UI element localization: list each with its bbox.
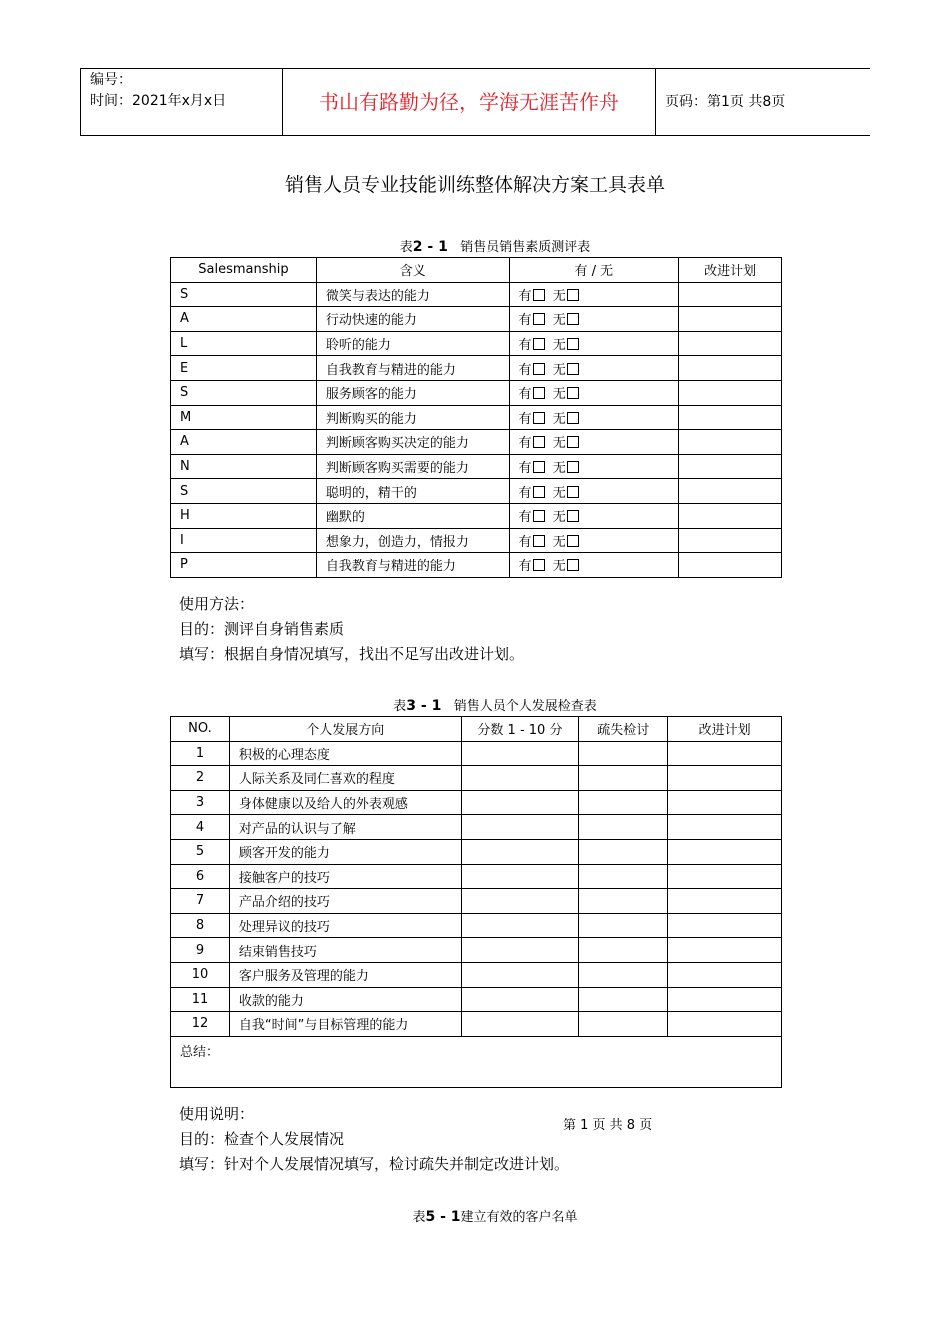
improvement-cell[interactable] [679,553,782,578]
direction-cell: 处理异议的技巧 [229,913,461,938]
direction-cell: 身体健康以及给人的外表观感 [229,790,461,815]
yes-label: 有 [518,313,532,329]
score-cell[interactable] [461,864,579,889]
no-label: 无 [552,436,566,452]
no-cell: 12 [171,1012,230,1037]
score-cell[interactable] [461,790,579,815]
no-cell: 8 [171,913,230,938]
col-header: 分数 1 - 10 分 [461,717,579,742]
meaning-cell: 判断购买的能力 [316,405,509,430]
header-info-cell [81,69,283,135]
review-cell[interactable] [579,913,668,938]
col-header: 疏失检讨 [579,717,668,742]
no-label: 无 [552,461,566,477]
meaning-cell: 想象力，创造力，情报力 [316,528,509,553]
table-row [171,839,782,864]
meaning-cell: 幽默的 [316,503,509,528]
letter-cell: M [171,405,317,430]
yes-checkbox[interactable] [533,387,545,399]
yes-label: 有 [518,411,532,427]
direction-cell: 对产品的认识与了解 [229,815,461,840]
improvement-cell[interactable] [679,528,782,553]
yes-checkbox[interactable] [533,338,545,350]
improvement-cell[interactable] [668,938,782,963]
meaning-cell: 聪明的，精干的 [316,479,509,504]
yes-no-cell [509,356,679,381]
usage1-title: 使用方法： [179,595,255,613]
yes-no-cell [509,430,679,455]
direction-cell: 产品介绍的技巧 [229,889,461,914]
improvement-cell[interactable] [668,987,782,1012]
review-cell[interactable] [579,889,668,914]
meaning-cell: 行动快速的能力 [316,307,509,332]
yes-label: 有 [518,485,532,501]
improvement-cell[interactable] [679,331,782,356]
score-cell[interactable] [461,839,579,864]
improvement-cell[interactable] [668,741,782,766]
usage2-purpose: 目的：检查个人发展情况 [179,1130,345,1148]
no-cell: 2 [171,766,230,791]
improvement-cell[interactable] [679,503,782,528]
col-header: 有 / 无 [509,258,679,283]
meaning-cell: 自我教育与精进的能力 [316,356,509,381]
review-cell[interactable] [579,766,668,791]
letter-cell: P [171,553,317,578]
improvement-cell[interactable] [679,282,782,307]
no-checkbox[interactable] [567,436,579,448]
no-label: 无 [552,362,566,378]
direction-cell: 自我“时间”与目标管理的能力 [229,1012,461,1037]
letter-cell: A [171,430,317,455]
yes-no-cell [509,282,679,307]
no-label: 无 [552,510,566,526]
meaning-cell: 聆听的能力 [316,331,509,356]
yes-no-cell [509,553,679,578]
no-label: 无 [552,313,566,329]
score-cell[interactable] [461,938,579,963]
code-label: 编号： [90,72,132,88]
review-cell[interactable] [579,839,668,864]
improvement-cell[interactable] [668,864,782,889]
table-row [171,503,782,528]
document-title: 销售人员专业技能训练整体解决方案工具表单 [284,174,665,196]
table-header-row [171,258,782,283]
meaning-cell: 自我教育与精进的能力 [316,553,509,578]
table-row [171,741,782,766]
improvement-cell[interactable] [668,815,782,840]
direction-cell: 收款的能力 [229,987,461,1012]
table-row [171,766,782,791]
yes-checkbox[interactable] [533,486,545,498]
review-cell[interactable] [579,987,668,1012]
letter-cell: L [171,331,317,356]
score-cell[interactable] [461,962,579,987]
no-label: 无 [552,559,566,575]
page-footer: 第 1 页 共 8 页 [563,1118,653,1133]
letter-cell: S [171,380,317,405]
table-row [171,962,782,987]
table-row [171,790,782,815]
usage1-purpose: 目的：测评自身销售素质 [179,620,345,638]
usage1-notes [179,592,524,667]
no-checkbox[interactable] [567,412,579,424]
sales-quality-table [170,257,782,578]
table-row [171,889,782,914]
yes-checkbox[interactable] [533,510,545,522]
slogan: 书山有路勤为径，学海无涯苦作舟 [283,69,656,135]
no-cell: 7 [171,889,230,914]
yes-no-cell [509,380,679,405]
no-checkbox[interactable] [567,313,579,325]
yes-no-cell [509,503,679,528]
col-header: 改进计划 [679,258,782,283]
table-row [171,938,782,963]
improvement-cell[interactable] [679,479,782,504]
no-checkbox[interactable] [567,363,579,375]
improvement-cell[interactable] [679,380,782,405]
yes-checkbox[interactable] [533,535,545,547]
no-checkbox[interactable] [567,338,579,350]
score-cell[interactable] [461,741,579,766]
no-label: 无 [552,387,566,403]
col-header: NO. [171,717,230,742]
score-cell[interactable] [461,987,579,1012]
table-header-row [171,717,782,742]
table-row [171,282,782,307]
improvement-cell[interactable] [668,839,782,864]
meaning-cell: 微笑与表达的能力 [316,282,509,307]
no-label: 无 [552,338,566,354]
yes-label: 有 [518,559,532,575]
usage2-title: 使用说明： [179,1105,255,1123]
table-row [171,430,782,455]
no-cell: 10 [171,962,230,987]
meaning-cell: 服务顾客的能力 [316,380,509,405]
yes-label: 有 [518,288,532,304]
no-checkbox[interactable] [567,387,579,399]
no-label: 无 [552,411,566,427]
no-checkbox[interactable] [567,289,579,301]
review-cell[interactable] [579,864,668,889]
usage1-fill: 填写：根据自身情况填写，找出不足写出改进计划。 [179,645,525,663]
yes-checkbox[interactable] [533,313,545,325]
improvement-cell[interactable] [668,962,782,987]
score-cell[interactable] [461,1012,579,1037]
letter-cell: E [171,356,317,381]
table-row [171,913,782,938]
yes-no-cell [509,528,679,553]
yes-no-cell [509,479,679,504]
time-label: 时间：2021年x月x日 [90,93,227,109]
yes-no-cell [509,454,679,479]
table2-caption: 表3 - 1 销售人员个人发展检查表 [393,698,597,714]
no-cell: 6 [171,864,230,889]
personal-development-table [170,716,782,1088]
direction-cell: 结束销售技巧 [229,938,461,963]
score-cell[interactable] [461,889,579,914]
yes-checkbox[interactable] [533,559,545,571]
table-row [171,380,782,405]
col-header: Salesmanship [171,258,317,283]
col-header: 个人发展方向 [229,717,461,742]
score-cell[interactable] [461,815,579,840]
table-row [171,307,782,332]
yes-no-cell [509,307,679,332]
yes-label: 有 [518,338,532,354]
letter-cell: S [171,282,317,307]
summary-row [171,1036,782,1087]
table-row [171,987,782,1012]
no-checkbox[interactable] [567,461,579,473]
table-row [171,864,782,889]
improvement-cell[interactable] [679,430,782,455]
header-box [80,68,870,136]
no-cell: 4 [171,815,230,840]
score-cell[interactable] [461,913,579,938]
table-row [171,815,782,840]
review-cell[interactable] [579,815,668,840]
direction-cell: 接触客户的技巧 [229,864,461,889]
no-checkbox[interactable] [567,486,579,498]
col-header: 含义 [316,258,509,283]
page-label: 页码：第1页 共8页 [665,94,786,110]
meaning-cell: 判断顾客购买决定的能力 [316,430,509,455]
review-cell[interactable] [579,938,668,963]
no-checkbox[interactable] [567,559,579,571]
no-checkbox[interactable] [567,510,579,522]
yes-checkbox[interactable] [533,412,545,424]
improvement-cell[interactable] [668,1012,782,1037]
review-cell[interactable] [579,962,668,987]
yes-label: 有 [518,461,532,477]
letter-cell: S [171,479,317,504]
table-row [171,528,782,553]
improvement-cell[interactable] [668,889,782,914]
yes-checkbox[interactable] [533,436,545,448]
yes-label: 有 [518,387,532,403]
direction-cell: 人际关系及同仁喜欢的程度 [229,766,461,791]
improvement-cell[interactable] [679,307,782,332]
review-cell[interactable] [579,741,668,766]
improvement-cell[interactable] [668,766,782,791]
no-checkbox[interactable] [567,535,579,547]
direction-cell: 顾客开发的能力 [229,839,461,864]
direction-cell: 客户服务及管理的能力 [229,962,461,987]
yes-no-cell [509,405,679,430]
meaning-cell: 判断顾客购买需要的能力 [316,454,509,479]
table-row [171,479,782,504]
improvement-cell[interactable] [668,790,782,815]
no-label: 无 [552,534,566,550]
review-cell[interactable] [579,790,668,815]
letter-cell: A [171,307,317,332]
table1-caption: 表2 - 1 销售员销售素质测评表 [399,239,591,255]
usage2-fill: 填写：针对个人发展情况填写，检讨疏失并制定改进计划。 [179,1155,570,1173]
improvement-cell[interactable] [679,454,782,479]
improvement-cell[interactable] [679,405,782,430]
letter-cell: N [171,454,317,479]
yes-checkbox[interactable] [533,289,545,301]
table-row [171,356,782,381]
letter-cell: H [171,503,317,528]
usage2-notes [179,1102,569,1177]
yes-no-cell [509,331,679,356]
table-row [171,454,782,479]
table-row [171,553,782,578]
table-row [171,331,782,356]
direction-cell: 积极的心理态度 [229,741,461,766]
yes-checkbox[interactable] [533,363,545,375]
no-label: 无 [552,485,566,501]
score-cell[interactable] [461,766,579,791]
no-label: 无 [552,288,566,304]
no-cell: 5 [171,839,230,864]
letter-cell: I [171,528,317,553]
table-row [171,1012,782,1037]
table-row [171,405,782,430]
yes-label: 有 [518,436,532,452]
yes-checkbox[interactable] [533,461,545,473]
yes-label: 有 [518,534,532,550]
improvement-cell[interactable] [679,356,782,381]
yes-label: 有 [518,362,532,378]
table3-caption: 表5 - 1建立有效的客户名单 [412,1209,578,1225]
no-cell: 11 [171,987,230,1012]
improvement-cell[interactable] [668,913,782,938]
summary-cell[interactable]: 总结： [171,1036,782,1087]
no-cell: 3 [171,790,230,815]
yes-label: 有 [518,510,532,526]
col-header: 改进计划 [668,717,782,742]
no-cell: 9 [171,938,230,963]
review-cell[interactable] [579,1012,668,1037]
no-cell: 1 [171,741,230,766]
